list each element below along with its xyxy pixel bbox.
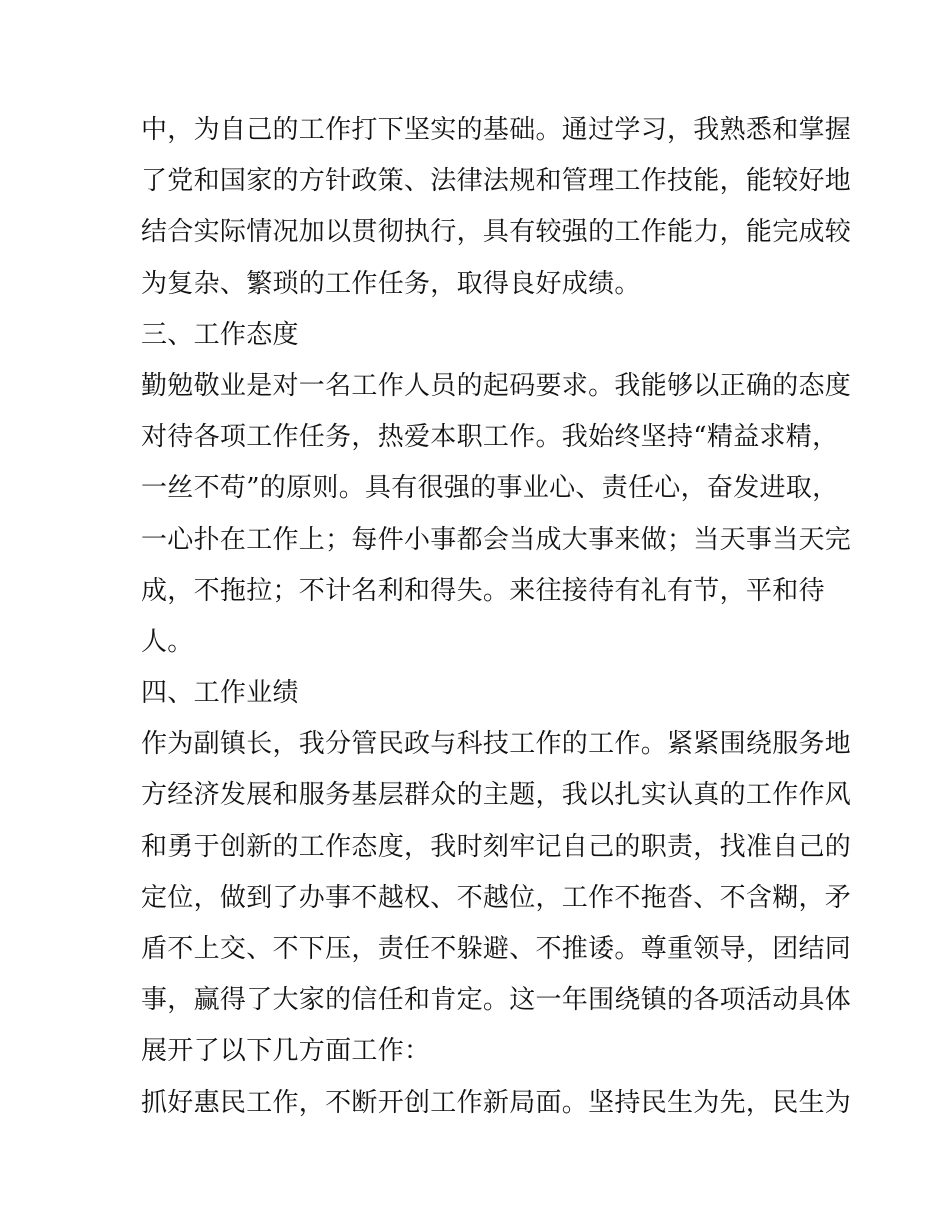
paragraph-line: 作为副镇长，我分管民政与科技工作的工作。紧紧围绕服务地 [141,729,852,760]
paragraph-line: 为复杂、繁琐的工作任务，取得良好成绩。 [141,268,641,299]
section-heading-performance: 四、工作业绩 [141,678,299,709]
paragraph-line: 勤勉敬业是对一名工作人员的起码要求。我能够以正确的态度 [141,370,852,401]
paragraph-line: 展开了以下几方面工作： [141,1036,431,1067]
paragraph-line: 对待各项工作任务，热爱本职工作。我始终坚持“精益求精， [141,422,839,453]
document-body [141,105,852,1129]
section-heading-attitude: 三、工作态度 [141,319,299,350]
paragraph-line: 结合实际情况加以贯彻执行，具有较强的工作能力，能完成较 [141,217,852,248]
paragraph-line: 成，不拖拉；不计名利和得失。来往接待有礼有节，平和待 [141,575,825,606]
paragraph-line: 一心扑在工作上；每件小事都会当成大事来做；当天事当天完 [141,524,852,555]
paragraph-line: 定位，做到了办事不越权、不越位，工作不拖沓、不含糊，矛 [141,882,852,913]
paragraph-line: 一丝不苟”的原则。具有很强的事业心、责任心，奋发进取， [141,473,839,504]
paragraph-line: 盾不上交、不下压，责任不躲避、不推诿。尊重领导，团结同 [141,934,852,964]
paragraph-line: 人。 [141,626,194,657]
paragraph-line: 和勇于创新的工作态度，我时刻牢记自己的职责，找准自己的 [141,831,852,862]
paragraph-line: 事，赢得了大家的信任和肯定。这一年围绕镇的各项活动具体 [141,985,852,1016]
paragraph-line: 中，为自己的工作打下坚实的基础。通过学习，我熟悉和掌握 [141,115,852,145]
paragraph-line: 抓好惠民工作，不断开创工作新局面。坚持民生为先，民生为 [141,1087,852,1118]
paragraph-line: 方经济发展和服务基层群众的主题，我以扎实认真的工作作风 [141,780,852,811]
paragraph-line: 了党和国家的方针政策、法律法规和管理工作技能，能较好地 [141,166,852,197]
